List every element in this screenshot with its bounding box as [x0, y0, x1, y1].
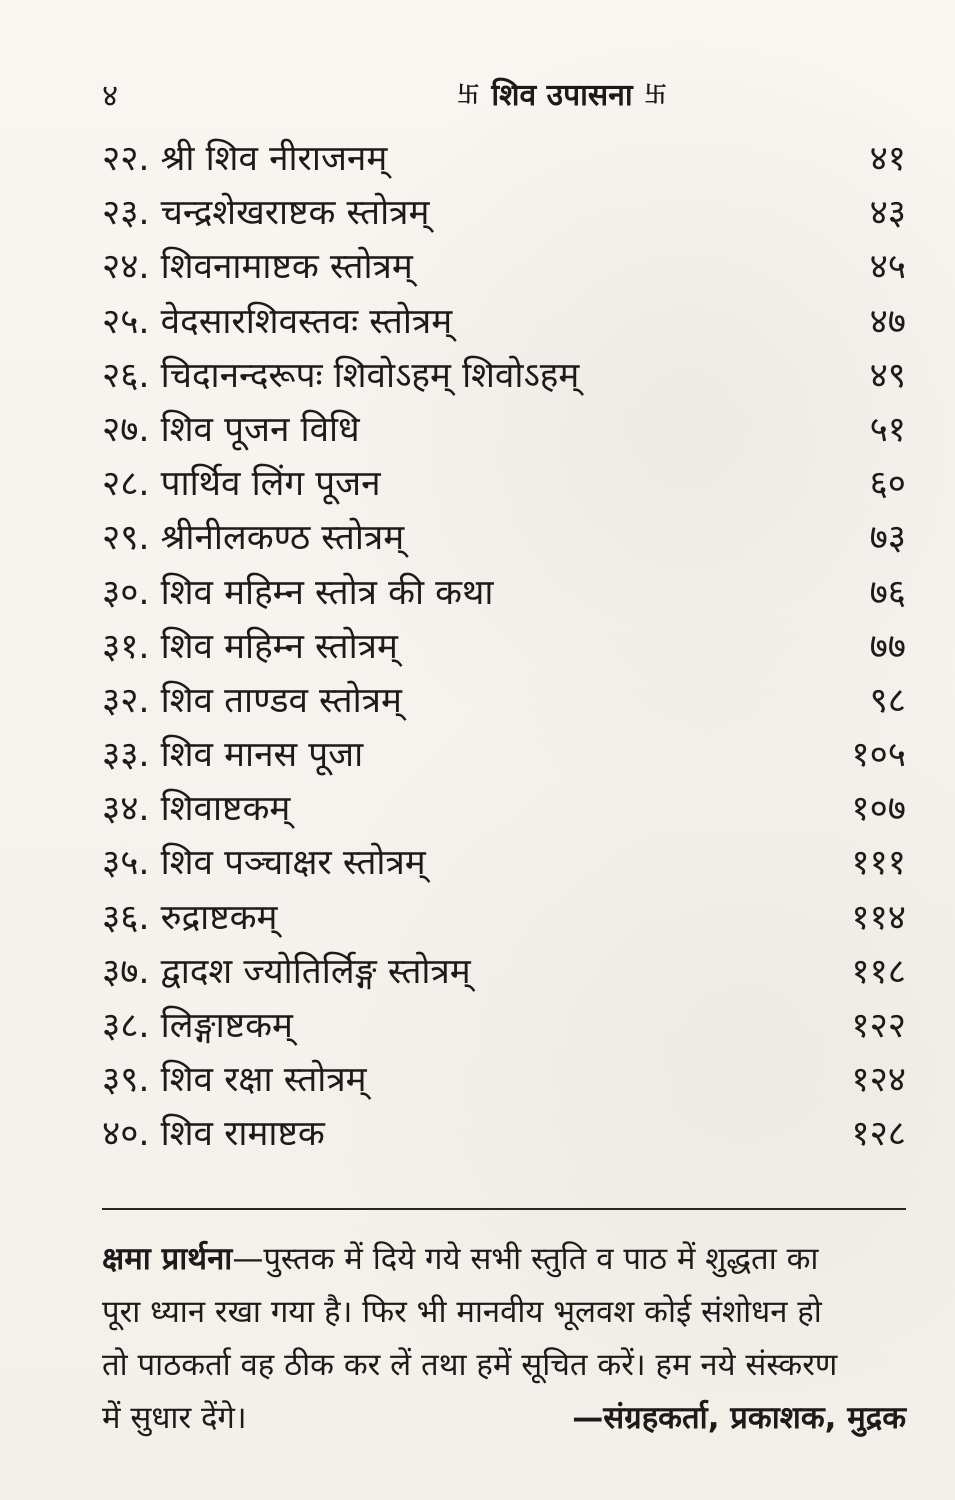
toc-entry-label: २२. श्री शिव नीराजनम् — [102, 139, 388, 179]
toc-page-number: ११४ — [851, 897, 906, 938]
toc-row — [102, 240, 906, 294]
note-line-3: तो पाठकर्ता वह ठीक कर लें तथा हमें सूचित करें। हम नये संस्करण — [102, 1347, 838, 1383]
toc-entry-label: ३९. शिव रक्षा स्तोत्रम् — [102, 1060, 367, 1101]
toc-entry-label: ३१. शिव महिम्न स्तोत्रम् — [102, 626, 398, 667]
toc-row — [102, 620, 906, 674]
toc-entry-label: ३५. शिव पञ्चाक्षर स्तोत्रम् — [102, 843, 426, 884]
toc-page-number: ४३ — [869, 193, 906, 234]
toc-row — [102, 403, 906, 457]
right-symbol-icon: 卐 — [644, 83, 667, 108]
note-signature: —संग्रहकर्ता, प्रकाशक, मुद्रक — [572, 1400, 906, 1436]
toc-row — [102, 186, 906, 240]
toc-row — [102, 836, 906, 890]
toc-row — [102, 511, 906, 565]
toc-page-number: १२४ — [851, 1060, 906, 1101]
toc-row — [102, 1053, 906, 1107]
toc-page-number: ७३ — [869, 518, 906, 559]
toc-page-number: ४९ — [869, 355, 906, 396]
note-line-4 — [102, 1392, 906, 1445]
toc-entry-label: २८. पार्थिव लिंग पूजन — [102, 464, 381, 505]
section-divider — [102, 1208, 906, 1210]
toc-entry-label: २६. चिदानन्दरूपः शिवोऽहम् शिवोऽहम् — [102, 355, 580, 396]
note-line-1-text: —पुस्तक में दिये गये सभी स्तुति व पाठ में शुद्धता का — [232, 1241, 819, 1277]
toc-entry-label: ३३. शिव मानस पूजा — [102, 735, 364, 776]
toc-entry-label: २५. वेदसारशिवस्तवः स्तोत्रम् — [102, 301, 453, 342]
toc-entry-label: ३७. द्वादश ज्योतिर्लिङ्ग स्तोत्रम् — [102, 951, 471, 992]
book-title — [402, 76, 722, 116]
toc-page-number: ११८ — [851, 951, 906, 992]
toc-page-number: १११ — [851, 843, 906, 884]
toc-page-number: ४७ — [869, 301, 906, 342]
toc-row — [102, 457, 906, 511]
toc-entry-label: ३८. लिङ्गाष्टकम् — [102, 1006, 293, 1046]
toc-page-number: १०७ — [851, 789, 906, 830]
toc-page-number: ९८ — [869, 680, 906, 721]
page-number: ४ — [102, 78, 119, 114]
toc-page-number: १२२ — [851, 1006, 906, 1046]
toc-row — [102, 674, 906, 728]
toc-entry-label: ३२. शिव ताण्डव स्तोत्रम् — [102, 680, 402, 721]
toc-row — [102, 1107, 906, 1161]
toc-row — [102, 566, 906, 620]
toc-row — [102, 349, 906, 403]
page-header — [102, 76, 902, 126]
toc-row — [102, 728, 906, 782]
toc-page-number: ७७ — [869, 626, 906, 667]
note-title: क्षमा प्रार्थना — [102, 1241, 233, 1277]
table-of-contents — [102, 132, 906, 1162]
toc-entry-label: ३४. शिवाष्टकम् — [102, 789, 291, 830]
toc-row — [102, 891, 906, 945]
toc-page-number: ५१ — [869, 409, 906, 450]
toc-page-number: ७६ — [869, 572, 906, 613]
toc-row — [102, 945, 906, 999]
toc-row — [102, 132, 906, 186]
toc-row — [102, 782, 906, 836]
toc-page-number: १०५ — [851, 735, 906, 776]
toc-entry-label: ३६. रुद्राष्टकम् — [102, 897, 278, 938]
left-symbol-icon: 卐 — [457, 83, 480, 108]
toc-row — [102, 295, 906, 349]
note-line-4-text: में सुधार देंगे। — [102, 1400, 247, 1436]
toc-row — [102, 999, 906, 1053]
toc-entry-label: २३. चन्द्रशेखराष्टक स्तोत्रम् — [102, 193, 430, 234]
note-line-2: पूरा ध्यान रखा गया है। फिर भी मानवीय भूलवश कोई संशोधन हो — [102, 1294, 822, 1330]
toc-page-number: ४५ — [869, 247, 906, 288]
toc-page-number: ६० — [869, 464, 906, 505]
toc-entry-label: ३०. शिव महिम्न स्तोत्र की कथा — [102, 572, 494, 613]
toc-page-number: १२८ — [851, 1114, 906, 1155]
toc-entry-label: २७. शिव पूजन विधि — [102, 409, 360, 450]
apology-note — [102, 1233, 906, 1445]
toc-page-number: ४१ — [869, 139, 906, 179]
toc-entry-label: ४०. शिव रामाष्टक — [102, 1114, 325, 1155]
book-title-text: शिव उपासना — [491, 78, 633, 113]
toc-entry-label: २९. श्रीनीलकण्ठ स्तोत्रम् — [102, 518, 405, 559]
toc-entry-label: २४. शिवनामाष्टक स्तोत्रम् — [102, 247, 413, 288]
note-line-1 — [102, 1233, 906, 1286]
